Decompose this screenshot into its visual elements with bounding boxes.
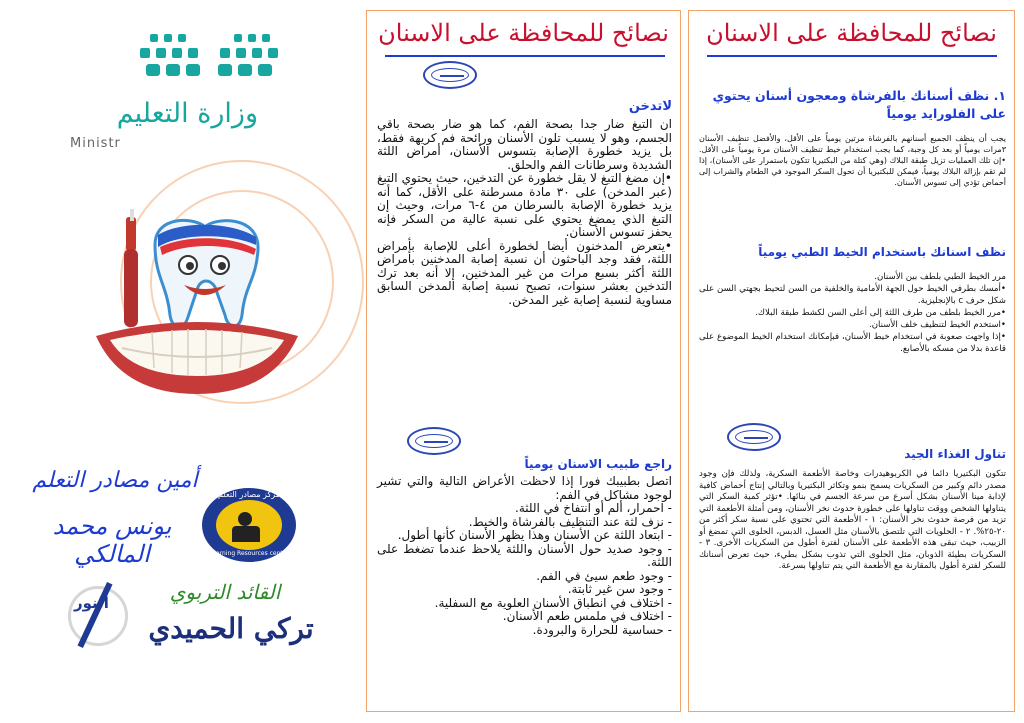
center-name-line1: أمين مصادر التعلم [32, 468, 198, 493]
section-heading-floss: نظف اسنانك باستخدام الخيط الطبي يومياً [758, 245, 1006, 259]
section-text-brushing: يجب أن ينظف الجميع أسنانهم بالفرشاة مرتين يومياً على الأقل، والأفضل تنظيف الأسنان ٣مرات يومياً أو بعد كل وجبة، كما يجب استخدام خيط تنظيف الأسنان مرة يومياً على الأقل. •إن تلك العمليات تزيل طبقة البلاك (وهي كتلة من البكتيريا تتكون باستمرار على الأسنان)، إذا لم تقم بإزالة البلاك يومياً، فيمكن للبكتيريا أن تحول السكر الموجود في الطعام والشراب إلى أحماض تؤدي إلى تسوس الأسنان. [699, 134, 1006, 187]
right-panel-title: نصائح للمحافظة على الاسنان [706, 19, 997, 47]
right-panel [688, 10, 1015, 712]
list-item: - وجود سن غير ثابتة. [567, 582, 672, 596]
list-item: •يتعرض المدخنون أيضا لخطورة أعلى للإصابة بأمراض اللثة، فقد وجد الباحثون أن نسبة إصابة المدخنين بأمراض اللثة أكثر بسبع مرات من غير المدخنين، إلا أنه بعد ترك التدخين بعشر سنوات، تصبح نسبة إصابة المدخن السابق مساوية لنسبة إصابة غير المدخن. [377, 238, 672, 307]
list-item: ان التبغ ضار جدا بصحة الفم، كما هو ضار بصحة باقي الجسم، وهو لا يسبب تلون الأسنان ورائحة فم كريهة فقط، بل يزيد خطورة الإصابة بتسوس الأسنان، أمراض اللثة الشديدة وسرطانات الفم والحلق. [377, 117, 672, 172]
leader-name: تركي الحميدي [148, 612, 314, 645]
alnoor-logo-icon [60, 580, 130, 650]
title-divider [385, 55, 665, 57]
list-item: •استخدم الخيط لتنظيف خلف الأسنان. [868, 320, 1006, 330]
middle-panel-title: نصائح للمحافظة على الاسنان [378, 19, 669, 47]
list-item: - نزف لثة عند التنظيف بالفرشاة والخيط. [468, 514, 672, 529]
symptom-list [377, 502, 672, 637]
learning-center-logo-icon [202, 488, 296, 562]
list-item: •أمسك بطرفي الخيط حول الجهة الأمامية والخلفية من السن لتحيط بجهتي السن على شكل حرف c بالإنجليزية. [699, 284, 1006, 306]
list-item: - وجود طعم سيئ في الفم. [536, 568, 672, 583]
section-heading-no-smoking: لاتدخن [628, 99, 672, 114]
list-item: - وجود صديد حول الأسنان واللثة يلاحظ عندما تضغط على اللثة. [377, 541, 672, 569]
list-item: •إن مضغ التبغ لا يقل خطورة عن التدخين، حيث يحتوي التبغ (عبر المدخن) على ٣٠ مادة مسرطنة على الأقل، كما أنه يزيد خطورة الإصابة بالسرطان من ٤-٦ مرات، وحيث إن التبغ الذي يمضغ يحتوي على نسبة عالية من السكر فإنه يحفز تسوس الأسنان. [377, 171, 672, 239]
center-logo-ar: مركز مصادر التعلم [218, 490, 280, 499]
smile-teeth-icon [92, 318, 302, 398]
list-item: - احمرار، ألم أو انتفاخ في اللثة. [515, 501, 672, 515]
alnoor-logo-text: النور [74, 594, 109, 612]
section-heading-brushing: ١. نظف أسنانك بالفرشاة ومعجون أسنان يحتوي على الفلورايد يومياً [712, 88, 1006, 121]
list-item: - اختلاف في انطباق الأسنان العلوية مع السفلية. [434, 595, 672, 610]
section-heading-dentist: راجع طبيب الاسنان يومياً [524, 457, 672, 471]
cover-panel [0, 0, 360, 723]
floss-list [699, 271, 1006, 355]
stamp-icon [407, 427, 461, 455]
list-item: •إذا واجهت صعوبة في استخدام خيط الأسنان، فبإمكانك استخدام الخيط الموضوع على قاعدة بدلا من مسكه بالأصابع. [699, 332, 1006, 354]
ministry-name: وزارة التعليم [116, 98, 258, 129]
section-text-no-smoking [377, 118, 672, 307]
list-item: - حساسية للحرارة والبرودة. [532, 622, 672, 637]
ministry-name-en: Ministr [70, 136, 121, 151]
section-heading-nutrition: تناول الغذاء الجيد [904, 447, 1006, 461]
list-item: - اختلاف في ملمس طعم الأسنان. [502, 609, 672, 623]
list-item: •مرر الخيط بلطف من طرف اللثة إلى أعلى السن لكشط طبقة البلاك. [755, 308, 1006, 318]
center-name-line2: يونس محمد المالكي [52, 512, 172, 568]
list-item: - ابتعاد اللثة عن الأسنان وهذا يظهر الأسنان كأنها أطول. [397, 528, 672, 542]
middle-panel [366, 10, 681, 712]
section-intro-dentist: اتصل بطبيبك فورا إذا لاحظت الأعراض التالية والتي تشير لوجود مشاكل في الفم: [377, 474, 672, 502]
toothbrush-icon [124, 209, 138, 327]
title-divider [707, 55, 997, 57]
section-text-nutrition: تتكون البكتيريا دائما في الكربوهيدرات وخاصة الأطعمة السكرية، ولذلك فإن وجود مصدر دائم وكبير من السكريات يسمح بنمو وتكاثر البكتيريا وبالتالي إنتاج أحماض كافية لإذابة مينا الأسنان بشكل أسرع من سرعة الجسم في بنائها. •تؤثر كمية السكر التي يتناولها الشخص ووقت تناولها على خطورة حدوث نخر الأسنان، ومن أمثلة الأطعمة التي تزيد من فرصة حدوث نخر الأسنان: ١ - الأطعمة التي تحتوي على نسبة سكر أكثر من ٢٠-٢٥%. ٢ - الحلويات التي تلتصق بالأسنان مثل العسل، الدبس، الحلوى التي تمضغ أو الزبيب، حيث تبقى هذه الأطعمة على الأسنان لفترة أطول من السكريات الأخرى. ٣ - السكريات بطيئة الذوبان، مثل الحلوى التي تذوب بشكل بطيء، حيث تعرض أسنانك للسكر لفترة أطول بالمقارنة مع الأطعمة التي يتم تناولها بسرعة. [699, 469, 1006, 571]
ministry-logo-icon [130, 30, 300, 82]
list-item: مرر الخيط الطبي بلطف بين الأسنان. [874, 272, 1006, 282]
center-logo-en: Learning Resources center [209, 550, 289, 557]
leader-title: القائد التربوي [169, 580, 281, 604]
stamp-icon [423, 61, 477, 89]
